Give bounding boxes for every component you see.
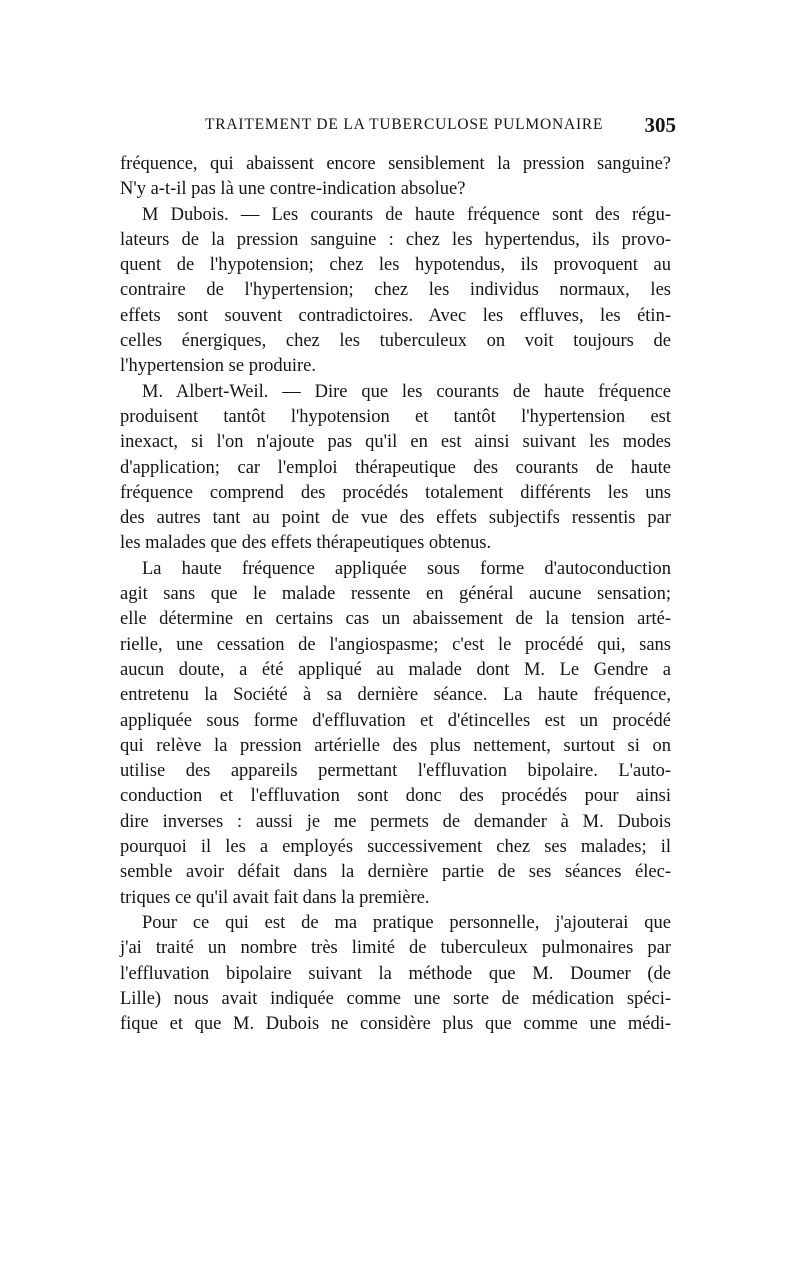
text-line: La haute fréquence appliquée sous forme d'autoconduction <box>142 558 671 579</box>
text-line: pourquoi il les a employés successivement chez ses malades; il <box>120 837 671 858</box>
text-line: entretenu la Société à sa dernière séance. La haute fréquence, <box>120 685 671 706</box>
text-line: utilise des appareils permettant l'effluvation bipolaire. L'auto- <box>120 761 671 782</box>
text-line: appliquée sous forme d'effluvation et d'étincelles est un procédé <box>120 710 671 731</box>
text-line: d'application; car l'emploi thérapeutique des courants de haute <box>120 457 671 478</box>
text-line: rielle, une cessation de l'angiospasme; c'est le procédé qui, sans <box>120 634 671 655</box>
text-line: agit sans que le malade ressente en général aucune sensation; <box>120 584 671 605</box>
text-line: contraire de l'hypertension; chez les individus normaux, les <box>120 280 671 301</box>
text-line: celles énergiques, chez les tuberculeux on voit toujours de <box>120 331 671 352</box>
text-line: conduction et l'effluvation sont donc des procédés pour ainsi <box>120 786 671 807</box>
body-text <box>120 152 671 1037</box>
text-line: triques ce qu'il avait fait dans la première. <box>120 887 430 908</box>
text-line: N'y a-t-il pas là une contre-indication absolue? <box>120 179 466 200</box>
running-head <box>120 113 676 140</box>
text-line: les malades que des effets thérapeutiques obtenus. <box>120 533 492 554</box>
text-line: fréquence comprend des procédés totalement différents les uns <box>120 482 671 503</box>
text-line: Lille) nous avait indiquée comme une sorte de médication spéci- <box>120 988 671 1009</box>
text-line: aucun doute, a été appliqué au malade dont M. Le Gendre a <box>120 659 671 680</box>
text-line: dire inverses : aussi je me permets de demander à M. Dubois <box>120 811 671 832</box>
text-line: quent de l'hypotension; chez les hypotendus, ils provoquent au <box>120 255 671 276</box>
text-line: inexact, si l'on n'ajoute pas qu'il en est ainsi suivant les modes <box>120 432 671 453</box>
text-line: M. Albert-Weil. — Dire que les courants de haute fréquence <box>142 381 671 402</box>
running-title: TRAITEMENT DE LA TUBERCULOSE PULMONAIRE <box>205 116 604 133</box>
text-line: l'hypertension se produire. <box>120 356 316 377</box>
text-line: effets sont souvent contradictoires. Avec les effluves, les étin- <box>120 305 671 326</box>
text-line: fique et que M. Dubois ne considère plus que comme une médi- <box>120 1014 671 1035</box>
text-line: M Dubois. — Les courants de haute fréquence sont des régu- <box>142 204 671 225</box>
text-line: fréquence, qui abaissent encore sensiblement la pression sanguine? <box>120 154 671 174</box>
text-line: semble avoir défait dans la dernière partie de ses séances élec- <box>120 862 671 883</box>
text-line: elle détermine en certains cas un abaissement de la tension arté- <box>120 609 671 630</box>
text-line: j'ai traité un nombre très limité de tuberculeux pulmonaires par <box>120 938 671 959</box>
text-line: l'effluvation bipolaire suivant la méthode que M. Doumer (de <box>120 963 671 984</box>
text-line: qui relève la pression artérielle des plus nettement, surtout si on <box>120 735 671 756</box>
text-line: Pour ce qui est de ma pratique personnelle, j'ajouterai que <box>142 912 671 933</box>
text-line: produisent tantôt l'hypotension et tantôt l'hypertension est <box>120 406 671 427</box>
text-line: des autres tant au point de vue des effets subjectifs ressentis par <box>120 508 671 529</box>
text-line: lateurs de la pression sanguine : chez les hypertendus, ils provo- <box>120 229 671 250</box>
page-number: 305 <box>644 113 676 137</box>
